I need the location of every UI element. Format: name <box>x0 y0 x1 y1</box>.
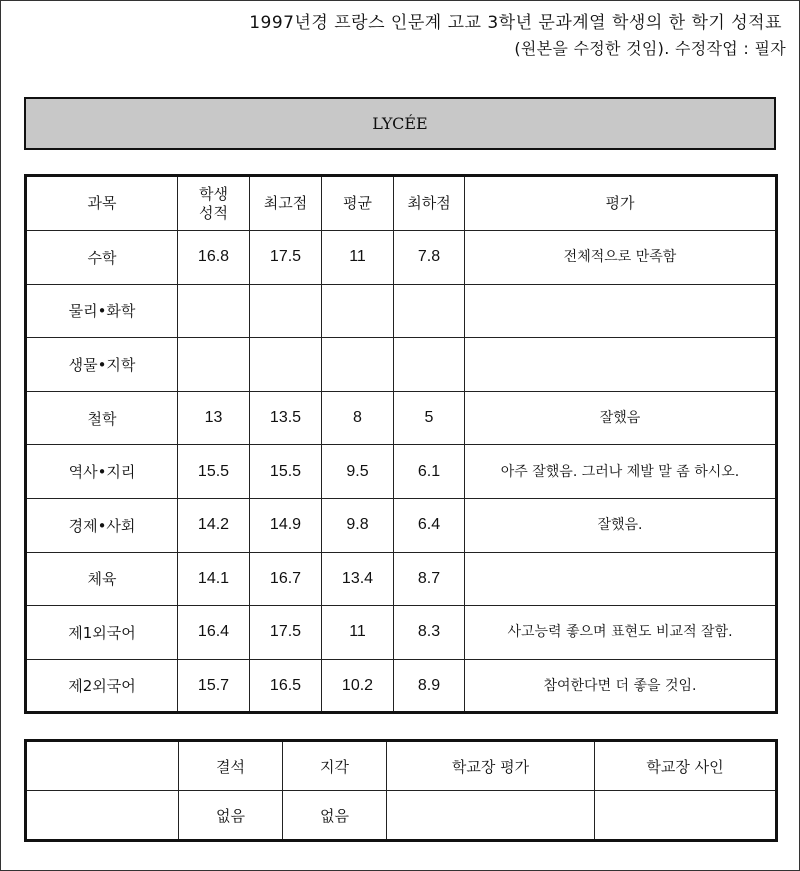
principal-eval-label: 학교장 평가 <box>387 741 595 791</box>
col-header-subject: 과목 <box>26 176 178 231</box>
max-score-cell: 16.5 <box>250 659 322 713</box>
max-score-cell: 17.5 <box>250 231 322 285</box>
avg-score-cell <box>322 284 394 338</box>
col-header-student-line1: 학생 <box>199 184 228 203</box>
student-score-cell: 14.2 <box>178 498 250 552</box>
col-header-student <box>178 176 250 231</box>
max-score-cell: 15.5 <box>250 445 322 499</box>
grade-row <box>26 445 777 499</box>
avg-score-cell <box>322 338 394 392</box>
attendance-table <box>24 739 778 842</box>
student-score-cell <box>178 338 250 392</box>
min-score-cell: 6.1 <box>394 445 465 499</box>
principal-sign-label: 학교장 사인 <box>595 741 777 791</box>
comment-cell: 참여한다면 더 좋을 것임. <box>465 659 777 713</box>
avg-score-cell: 10.2 <box>322 659 394 713</box>
grade-row <box>26 231 777 285</box>
max-score-cell: 13.5 <box>250 391 322 445</box>
student-score-cell: 16.8 <box>178 231 250 285</box>
subject-cell: 철학 <box>26 391 178 445</box>
grade-row <box>26 606 777 660</box>
min-score-cell: 8.7 <box>394 552 465 606</box>
min-score-cell <box>394 284 465 338</box>
grade-row <box>26 284 777 338</box>
student-score-cell: 15.5 <box>178 445 250 499</box>
absence-label: 결석 <box>179 741 283 791</box>
subject-cell: 체육 <box>26 552 178 606</box>
max-score-cell: 16.7 <box>250 552 322 606</box>
principal-eval-value <box>387 791 595 841</box>
subject-cell: 물리•화학 <box>26 284 178 338</box>
attendance-value-row <box>26 791 777 841</box>
late-label: 지각 <box>283 741 387 791</box>
absence-value: 없음 <box>179 791 283 841</box>
avg-score-cell: 9.5 <box>322 445 394 499</box>
grades-table <box>24 174 778 714</box>
comment-cell <box>465 284 777 338</box>
min-score-cell: 7.8 <box>394 231 465 285</box>
min-score-cell <box>394 338 465 392</box>
grade-row <box>26 391 777 445</box>
col-header-min: 최하점 <box>394 176 465 231</box>
col-header-avg: 평균 <box>322 176 394 231</box>
min-score-cell: 6.4 <box>394 498 465 552</box>
student-score-cell: 15.7 <box>178 659 250 713</box>
min-score-cell: 5 <box>394 391 465 445</box>
subject-cell: 생물•지학 <box>26 338 178 392</box>
max-score-cell <box>250 284 322 338</box>
late-value: 없음 <box>283 791 387 841</box>
max-score-cell <box>250 338 322 392</box>
lycee-banner <box>24 97 776 150</box>
subject-cell: 역사•지리 <box>26 445 178 499</box>
grade-row <box>26 659 777 713</box>
lycee-label: LYCÉE <box>372 114 428 133</box>
student-score-cell: 16.4 <box>178 606 250 660</box>
avg-score-cell: 8 <box>322 391 394 445</box>
comment-cell: 잘했음 <box>465 391 777 445</box>
principal-sign-value <box>595 791 777 841</box>
grade-row <box>26 552 777 606</box>
col-header-max: 최고점 <box>250 176 322 231</box>
grades-header-row <box>26 176 777 231</box>
grade-row <box>26 498 777 552</box>
subject-cell: 경제•사회 <box>26 498 178 552</box>
document-title: 1997년경 프랑스 인문계 고교 3학년 문과계열 학생의 한 학기 성적표 <box>249 13 782 33</box>
avg-score-cell: 13.4 <box>322 552 394 606</box>
comment-cell: 사고능력 좋으며 표현도 비교적 잘함. <box>465 606 777 660</box>
document-subtitle: (원본을 수정한 것임). 수정작업 : 필자 <box>514 39 786 58</box>
col-header-comment: 평가 <box>465 176 777 231</box>
student-score-cell: 14.1 <box>178 552 250 606</box>
attendance-header-row <box>26 741 777 791</box>
min-score-cell: 8.3 <box>394 606 465 660</box>
attendance-blank-cell <box>26 791 179 841</box>
attendance-blank-cell <box>26 741 179 791</box>
comment-cell <box>465 552 777 606</box>
avg-score-cell: 11 <box>322 606 394 660</box>
comment-cell <box>465 338 777 392</box>
subject-cell: 제1외국어 <box>26 606 178 660</box>
comment-cell: 잘했음. <box>465 498 777 552</box>
col-header-student-line2: 성적 <box>199 203 228 222</box>
student-score-cell: 13 <box>178 391 250 445</box>
grade-row <box>26 338 777 392</box>
subject-cell: 제2외국어 <box>26 659 178 713</box>
subject-cell: 수학 <box>26 231 178 285</box>
avg-score-cell: 11 <box>322 231 394 285</box>
min-score-cell: 8.9 <box>394 659 465 713</box>
student-score-cell <box>178 284 250 338</box>
comment-cell: 전체적으로 만족함 <box>465 231 777 285</box>
comment-cell: 아주 잘했음. 그러나 제발 말 좀 하시오. <box>465 445 777 499</box>
avg-score-cell: 9.8 <box>322 498 394 552</box>
max-score-cell: 14.9 <box>250 498 322 552</box>
max-score-cell: 17.5 <box>250 606 322 660</box>
